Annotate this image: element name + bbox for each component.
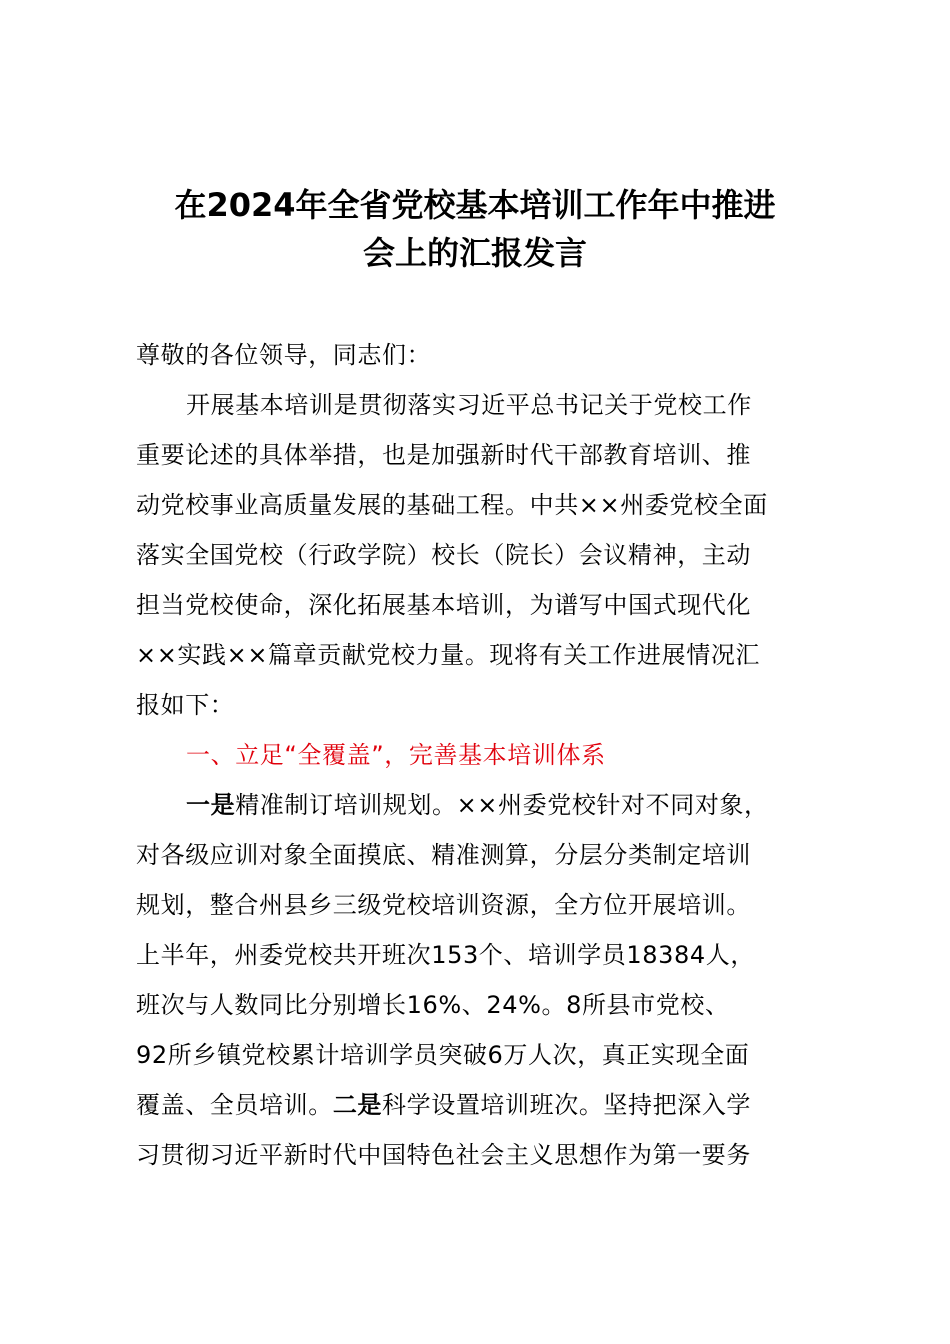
section-1-line-2: 对各级应训对象全面摸底、精准测算，分层分类制定培训 [136,841,751,869]
item-1-text: 精准制订培训规划。××州委党校针对不同对象， [235,791,769,819]
item-2-text: 科学设置培训班次。坚持把深入学 [382,1091,752,1119]
intro-line-2: 重要论述的具体举措，也是加强新时代干部教育培训、推 [136,441,751,469]
intro-line-5: 担当党校使命，深化拓展基本培训，为谱写中国式现代化 [136,591,751,619]
item-2-lead: 二是 [332,1091,383,1119]
section-1-line-6: 92所乡镇党校累计培训学员突破6万人次，真正实现全面 [136,1041,750,1069]
section-1-line-4: 上半年，州委党校共开班次153个、培训学员18384人， [136,941,755,969]
intro-line-6: ××实践××篇章贡献党校力量。现将有关工作进展情况汇 [136,641,761,669]
section-1-line-8: 习贯彻习近平新时代中国特色社会主义思想作为第一要务 [136,1141,751,1169]
section-1-line-3: 规划，整合州县乡三级党校培训资源，全方位开展培训。 [136,891,751,919]
item-1-lead: 一是 [186,791,236,819]
section-1-line-7 [136,1080,856,1130]
document-title-line-1: 在2024年全省党校基本培训工作年中推进 [174,186,776,224]
salutation: 尊敬的各位领导，同志们： [136,341,432,369]
intro-line-4: 落实全国党校（行政学院）校长（院长）会议精神，主动 [136,541,751,569]
document-title-line-2: 会上的汇报发言 [362,234,587,272]
item-1-tail: 覆盖、全员培训。 [136,1091,333,1119]
section-1-paragraph-line-1 [186,780,906,830]
intro-line-3: 动党校事业高质量发展的基础工程。中共××州委党校全面 [136,491,768,519]
intro-line-7: 报如下： [136,691,235,719]
intro-line-1: 开展基本培训是贯彻落实习近平总书记关于党校工作 [186,391,752,419]
section-1-heading: 一、立足“全覆盖”，完善基本培训体系 [186,741,606,769]
section-1-line-5: 班次与人数同比分别增长16%、24%。8所县市党校、 [136,991,730,1019]
